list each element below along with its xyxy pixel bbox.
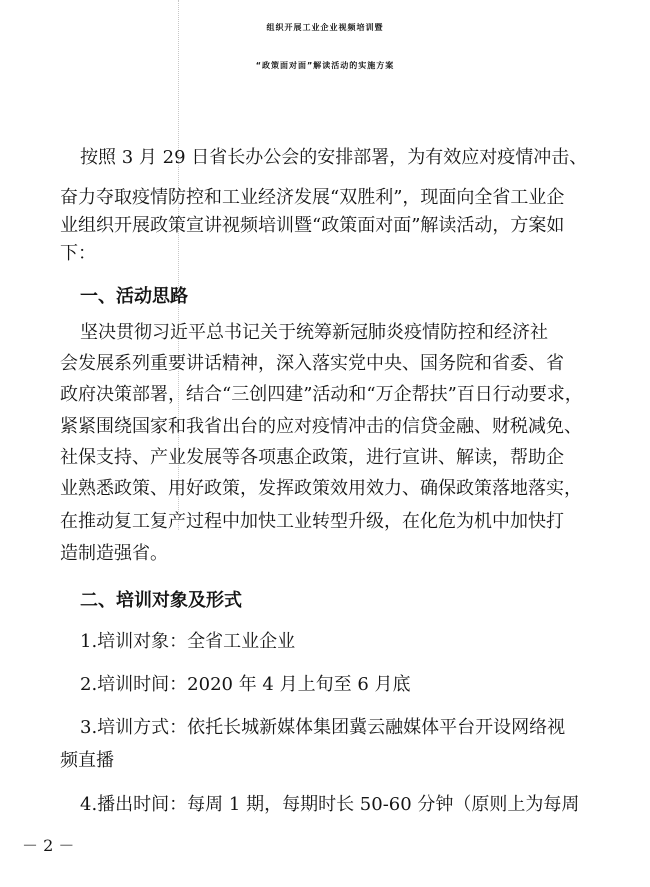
intro-line: 奋力夺取疫情防控和工业经济发展“双胜利”，现面向全省工业企: [60, 187, 565, 208]
paragraph-line: 社保支持、产业发展等各项惠企政策，进行宣讲、解读，帮助企: [60, 447, 564, 468]
section-heading-2: 二、培训对象及形式: [80, 590, 242, 611]
section-heading-1: 一、活动思路: [80, 286, 188, 307]
list-item: 3.培训方式：依托长城新媒体集团冀云融媒体平台开设网络视: [80, 717, 566, 738]
intro-line: 按照 3 月 29 日省长办公会的安排部署，为有效应对疫情冲击、: [80, 147, 588, 168]
list-item: 1.培训对象：全省工业企业: [80, 631, 296, 652]
document-title-line-2: “政策面对面”解读活动的实施方案: [255, 61, 395, 70]
paragraph-line: 在推动复工复产过程中加快工业转型升级，在化危为机中加快打: [60, 511, 564, 532]
paragraph-line: 造制造强省。: [60, 543, 168, 564]
page-number: － 2 －: [22, 836, 75, 855]
paragraph-line: 坚决贯彻习近平总书记关于统筹新冠肺炎疫情防控和经济社: [80, 322, 548, 343]
paragraph-line: 政府决策部署，结合“三创四建”活动和“万企帮扶”百日行动要求，: [60, 384, 583, 405]
paragraph-line: 紧紧围绕国家和我省出台的应对疫情冲击的信贷金融、财税减免、: [60, 416, 582, 437]
paragraph-line: 会发展系列重要讲话精神，深入落实党中央、国务院和省委、省: [60, 353, 564, 374]
list-item-continuation: 频直播: [60, 750, 114, 771]
document-title-line-1: 组织开展工业企业视频培训暨: [266, 23, 384, 32]
paragraph-line: 业熟悉政策、用好政策，发挥政策效用效力、确保政策落地落实，: [60, 478, 582, 499]
intro-line: 下：: [60, 243, 96, 264]
intro-line: 业组织开展政策宣讲视频培训暨“政策面对面”解读活动，方案如: [60, 215, 565, 236]
list-item: 2.培训时间：2020 年 4 月上旬至 6 月底: [80, 674, 411, 695]
list-item: 4.播出时间：每周 1 期，每期时长 50-60 分钟（原则上为每周: [80, 794, 580, 815]
